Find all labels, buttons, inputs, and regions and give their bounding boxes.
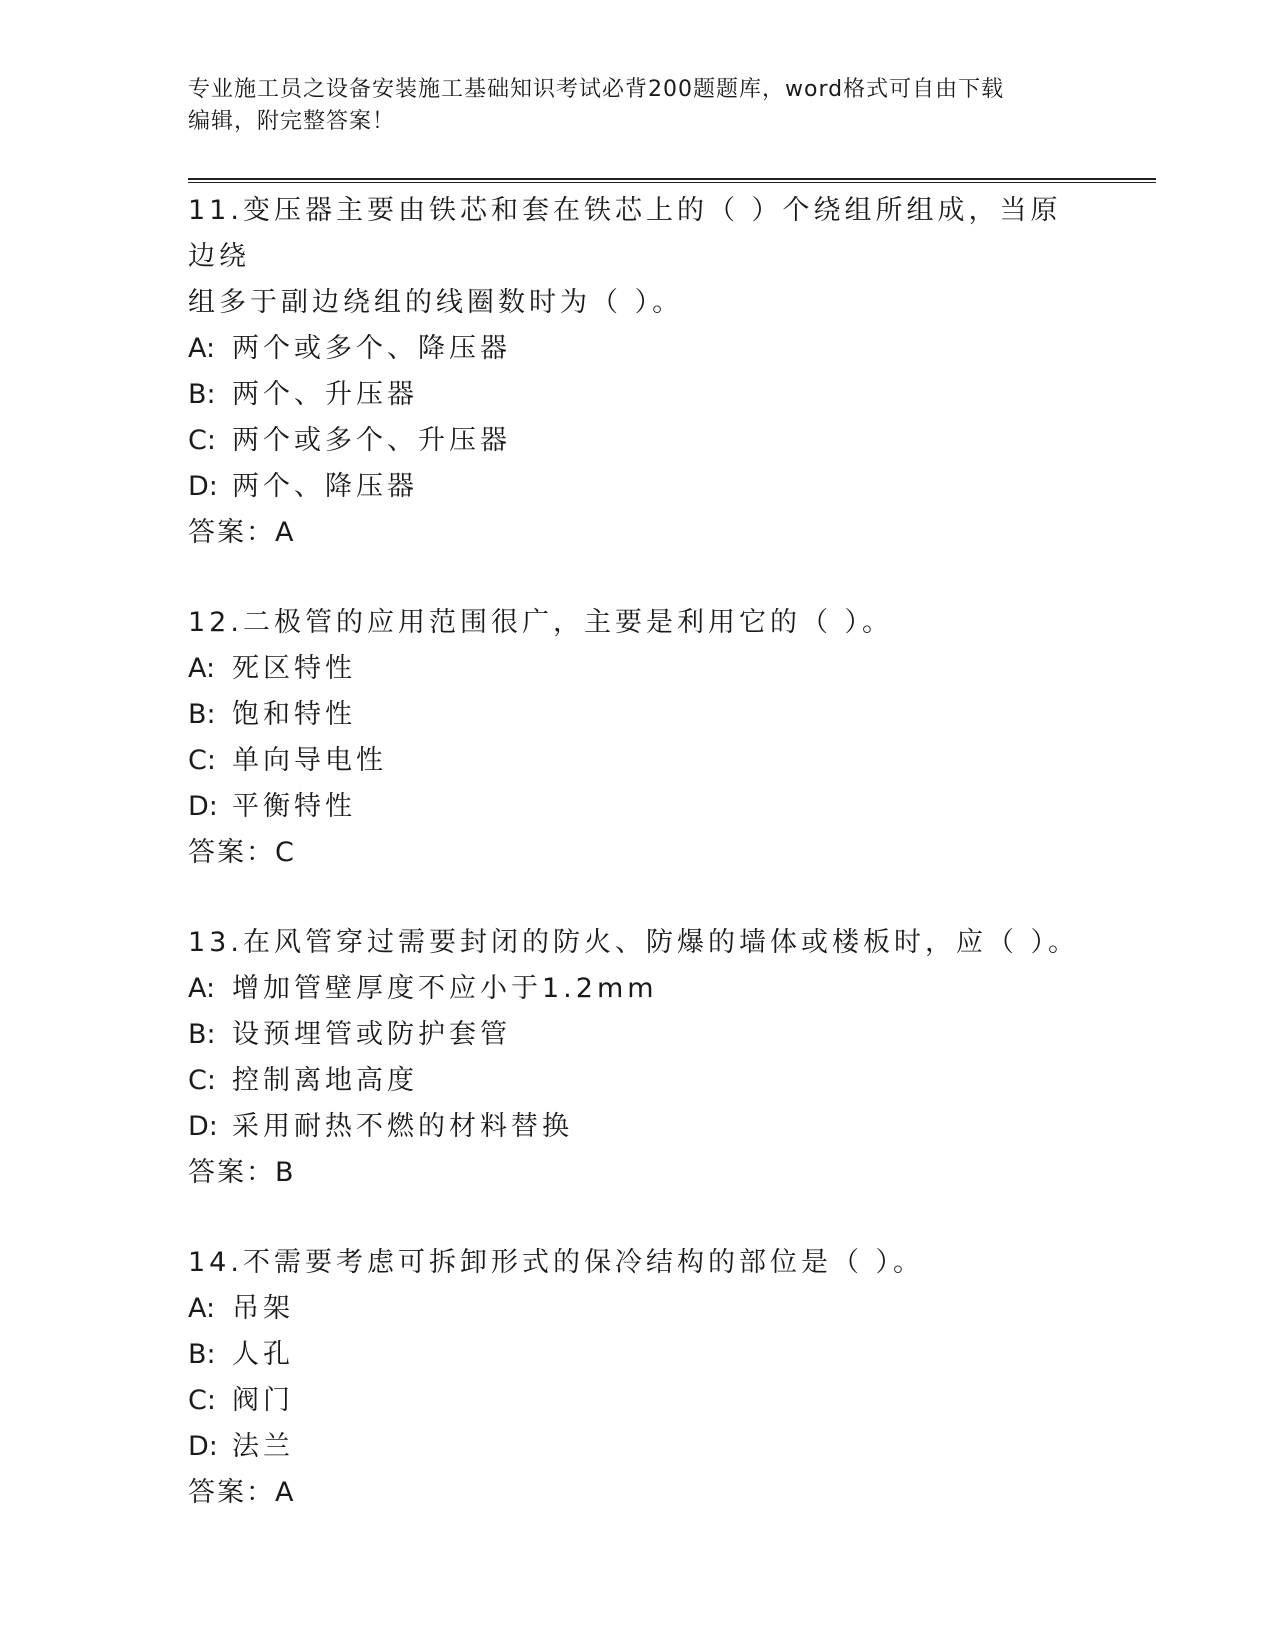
option-d <box>188 784 1088 830</box>
option-letter: B: <box>188 1019 216 1050</box>
option-letter: C: <box>188 425 216 456</box>
header-title-line-2: 编辑，附完整答案！ <box>188 109 396 134</box>
option-letter: A: <box>188 333 216 364</box>
question-stem: 12.二极管的应用范围很广，主要是利用它的（ ）。 <box>188 607 894 638</box>
answer-line: 答案：A <box>188 1477 296 1508</box>
option-c <box>188 1058 1088 1104</box>
option-a <box>188 1286 1088 1332</box>
document-header <box>188 74 1068 138</box>
option-text: 饱和特性 <box>232 699 356 730</box>
question-14 <box>188 1240 1088 1516</box>
option-text: 两个或多个、升压器 <box>232 425 511 456</box>
option-letter: C: <box>188 1385 216 1416</box>
option-text: 阀门 <box>232 1385 294 1416</box>
option-letter: C: <box>188 1065 216 1096</box>
option-c <box>188 418 1088 464</box>
option-b <box>188 372 1088 418</box>
question-stem: 13.在风管穿过需要封闭的防火、防爆的墙体或楼板时，应（ ）。 <box>188 927 1080 958</box>
question-list <box>188 188 1088 1560</box>
question-stem: 11.变压器主要由铁芯和套在铁芯上的（ ）个绕组所组成，当原边绕 <box>188 195 1062 272</box>
option-letter: B: <box>188 379 216 410</box>
answer-line: 答案：C <box>188 837 296 868</box>
option-d <box>188 1424 1088 1470</box>
answer-line: 答案：A <box>188 517 296 548</box>
option-text: 两个或多个、降压器 <box>232 333 511 364</box>
answer-line: 答案：B <box>188 1157 296 1188</box>
header-divider-thin <box>188 182 1156 183</box>
option-text: 吊架 <box>232 1293 294 1324</box>
option-text: 设预埋管或防护套管 <box>232 1019 511 1050</box>
option-a <box>188 966 1088 1012</box>
question-stem-continued: 组多于副边绕组的线圈数时为（ ）。 <box>188 287 684 318</box>
option-letter: D: <box>188 471 218 502</box>
question-12 <box>188 600 1088 876</box>
option-letter: A: <box>188 653 216 684</box>
question-13 <box>188 920 1088 1196</box>
question-stem: 14.不需要考虑可拆卸形式的保冷结构的部位是（ ）。 <box>188 1247 925 1278</box>
option-letter: A: <box>188 1293 216 1324</box>
option-text: 控制离地高度 <box>232 1065 418 1096</box>
option-a <box>188 326 1088 372</box>
option-b <box>188 1012 1088 1058</box>
option-c <box>188 1378 1088 1424</box>
header-divider-thick <box>188 178 1156 180</box>
question-11 <box>188 188 1088 556</box>
option-text: 两个、升压器 <box>232 379 418 410</box>
option-text: 增加管壁厚度不应小于1.2mm <box>232 973 658 1004</box>
option-c <box>188 738 1088 784</box>
option-text: 法兰 <box>232 1431 294 1462</box>
option-letter: D: <box>188 1431 218 1462</box>
option-b <box>188 692 1088 738</box>
option-text: 采用耐热不燃的材料替换 <box>232 1111 573 1142</box>
option-letter: A: <box>188 973 216 1004</box>
option-b <box>188 1332 1088 1378</box>
option-text: 死区特性 <box>232 653 356 684</box>
option-letter: B: <box>188 699 216 730</box>
option-text: 单向导电性 <box>232 745 387 776</box>
option-d <box>188 1104 1088 1150</box>
option-d <box>188 464 1088 510</box>
option-letter: C: <box>188 745 216 776</box>
header-title-line-1: 专业施工员之设备安装施工基础知识考试必背200题题库，word格式可自由下载 <box>188 77 1005 102</box>
option-text: 人孔 <box>232 1339 294 1370</box>
option-text: 平衡特性 <box>232 791 356 822</box>
option-text: 两个、降压器 <box>232 471 418 502</box>
option-letter: B: <box>188 1339 216 1370</box>
option-a <box>188 646 1088 692</box>
option-letter: D: <box>188 1111 218 1142</box>
option-letter: D: <box>188 791 218 822</box>
